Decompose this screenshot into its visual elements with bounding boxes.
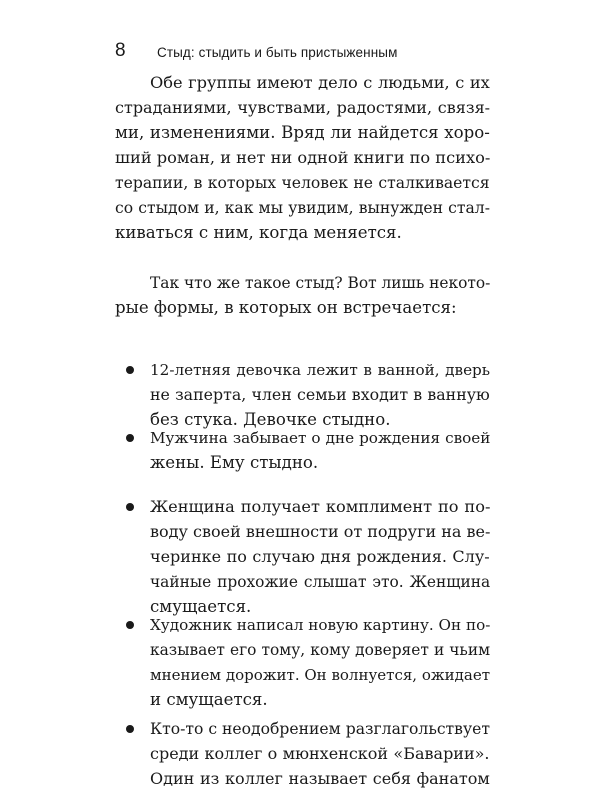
text-line: среди коллег о мюнхенской «Баварии». xyxy=(150,744,490,763)
text-line: Один из коллег называет себя фанатом xyxy=(150,769,490,788)
text-line: Так что же такое стыд? Вот лишь некото- xyxy=(150,274,491,292)
bullet-icon xyxy=(126,366,134,374)
text-line: терапии, в которых человек не сталкивается xyxy=(115,174,490,192)
text-line: мнением дорожит. Он волнуется, ожидает xyxy=(150,666,491,684)
text-line: чайные прохожие слышат это. Женщина xyxy=(150,573,491,591)
text-line: жены. Ему стыдно. xyxy=(150,453,319,472)
page-number: 8 xyxy=(115,40,126,61)
text-line: страданиями, чувствами, радостями, связя- xyxy=(115,98,491,117)
text-line: киваться с ним, когда меняется. xyxy=(115,223,402,242)
text-line: Обе группы имеют дело с людьми, с их xyxy=(150,73,490,92)
text-line: воду своей внешности от подруги на ве- xyxy=(150,522,491,541)
text-line: ший роман, и нет ни одной книги по психо- xyxy=(115,148,491,167)
bullet-icon xyxy=(126,725,134,733)
text-line: без стука. Девочке стыдно. xyxy=(150,410,391,429)
running-head xyxy=(115,40,515,64)
bullet-icon xyxy=(126,434,134,442)
text-line: Мужчина забывает о дне рождения своей xyxy=(150,429,491,447)
text-line: Кто-то с неодобрением разглагольствует xyxy=(150,720,490,738)
text-line: казывает его тому, кому доверяет и чьим xyxy=(150,641,491,659)
text-line: и смущается. xyxy=(150,690,268,709)
text-line: со стыдом и, как мы увидим, вынужден стал- xyxy=(115,199,490,217)
bullet-icon xyxy=(126,621,134,629)
text-line: ми, изменениями. Вряд ли найдется хоро- xyxy=(115,123,490,142)
text-line: Женщина получает комплимент по по- xyxy=(150,497,491,516)
text-line: не заперта, член семьи входит в ванную xyxy=(150,385,490,404)
bullet-icon xyxy=(126,503,134,511)
text-line: смущается. xyxy=(150,597,252,616)
text-line: 12-летняя девочка лежит в ванной, дверь xyxy=(150,361,491,379)
text-line: рые формы, в которых он встречается: xyxy=(115,298,457,317)
text-line: Художник написал новую картину. Он по- xyxy=(150,616,491,634)
text-line: черинке по случаю дня рождения. Слу- xyxy=(150,547,490,566)
running-title: Стыд: стыдить и быть пристыженным xyxy=(157,45,398,60)
